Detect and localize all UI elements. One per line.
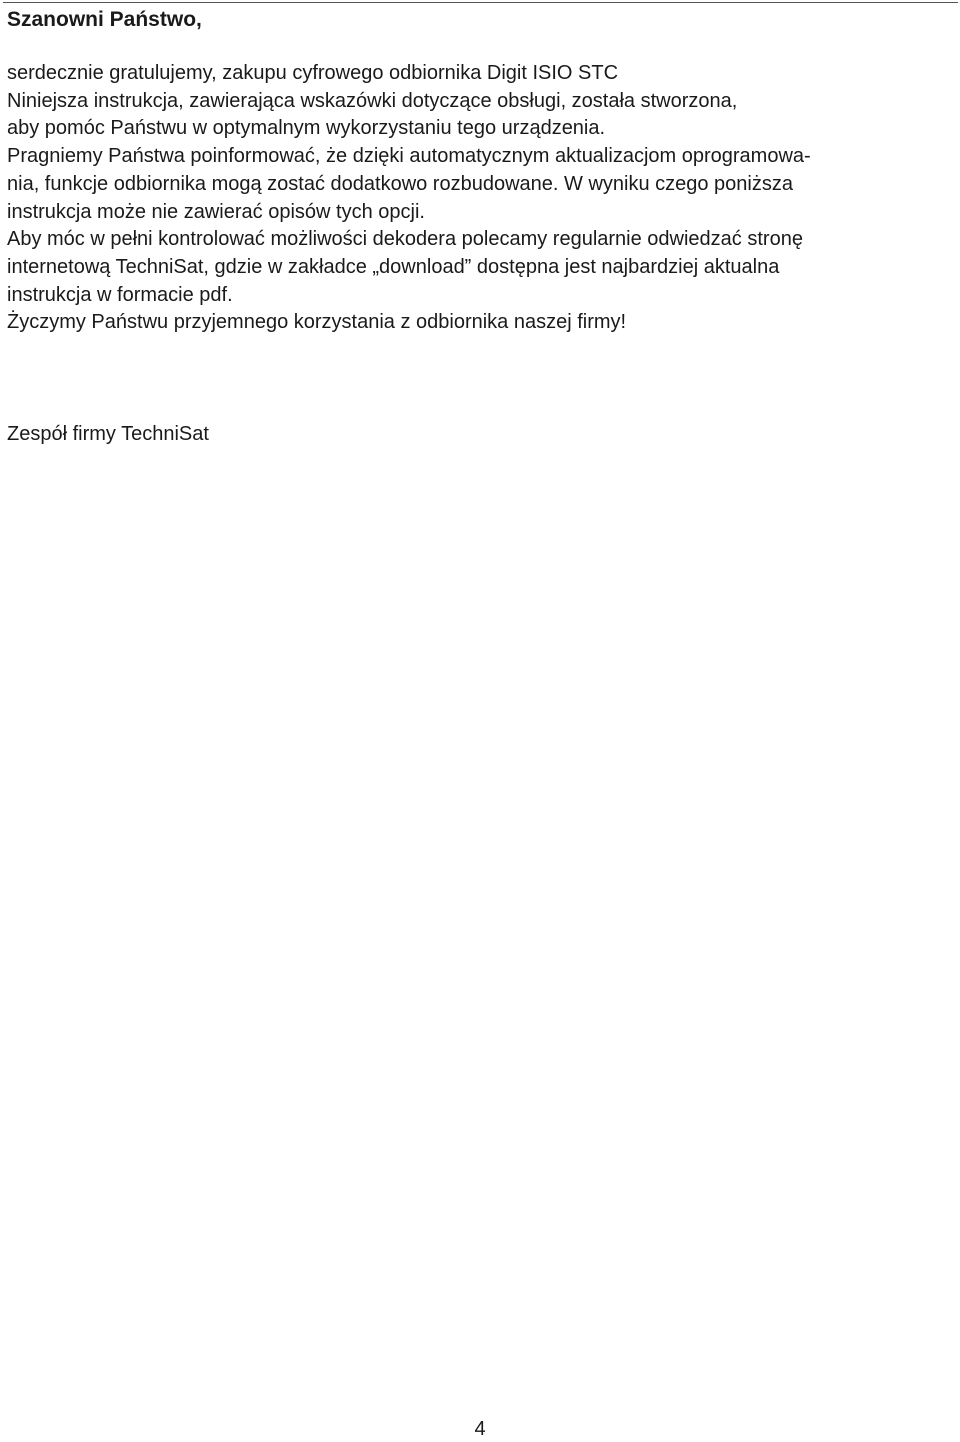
- body-line: Pragniemy Państwa poinformować, że dzięki automatycznym aktualizacjom oprogramowa-: [7, 145, 811, 168]
- body-line: aby pomóc Państwu w optymalnym wykorzystaniu tego urządzenia.: [7, 117, 606, 140]
- body-paragraph: [7, 60, 947, 337]
- body-line: Aby móc w pełni kontrolować możliwości dekodera polecamy regularnie odwiedzać stronę: [7, 228, 803, 251]
- body-line: internetową TechniSat, gdzie w zakładce „download” dostępna jest najbardziej aktualna: [7, 255, 780, 278]
- body-line: Życzymy Państwu przyjemnego korzystania z odbiornika naszej firmy!: [7, 311, 627, 334]
- top-rule: [3, 2, 958, 3]
- body-line: Niniejsza instrukcja, zawierająca wskazówki dotyczące obsługi, została stworzona,: [7, 89, 738, 112]
- signature: Zespół firmy TechniSat: [7, 423, 209, 445]
- body-line: instrukcja może nie zawierać opisów tych opcji.: [7, 200, 425, 223]
- page-number: 4: [474, 1418, 486, 1440]
- body-line: instrukcja w formacie pdf.: [7, 283, 233, 306]
- page-heading: Szanowni Państwo,: [7, 8, 202, 31]
- body-line: serdecznie gratulujemy, zakupu cyfrowego odbiornika Digit ISIO STC: [7, 62, 619, 84]
- body-line: nia, funkcje odbiornika mogą zostać dodatkowo rozbudowane. W wyniku czego poniższa: [7, 172, 793, 195]
